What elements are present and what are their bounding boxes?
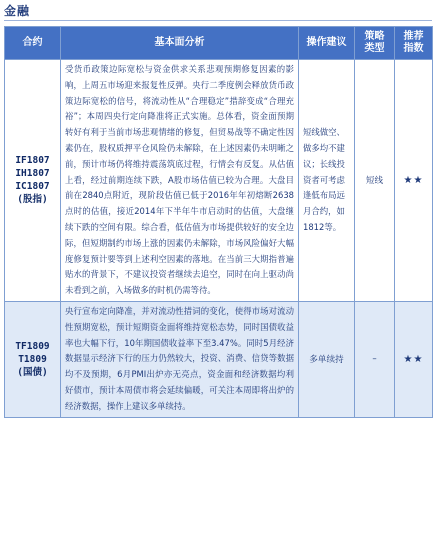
table-row-stock-index [5, 60, 433, 302]
rating-stars: ★★ [395, 301, 433, 417]
header-strategy: 策略 类型 [355, 27, 395, 60]
advice-cell: 多单续持 [299, 301, 355, 417]
header-advice: 操作建议 [299, 27, 355, 60]
section-title: 金融 [4, 4, 31, 18]
rating-stars: ★★ [395, 60, 433, 302]
contract-cell: TF1809 T1809 (国债) [5, 301, 61, 417]
table-row-treasury [5, 301, 433, 417]
futures-table [4, 26, 433, 418]
title-divider [4, 20, 432, 21]
advice-cell: 短线做空、做多均不建议；长线投资者可考虑逢低布局远月合约，如1812等。 [299, 60, 355, 302]
strategy-cell: – [355, 301, 395, 417]
header-rating: 推荐 指数 [395, 27, 433, 60]
contract-cell: IF1807 IH1807 IC1807 (股指) [5, 60, 61, 302]
table-header-row [5, 27, 433, 60]
analysis-cell: 受货币政策边际宽松与资金供求关系悲观预期修复因素的影响，上周五市场迎来报复性反弹。央行二季度例会释放货币政策边际宽松的信号，将流动性从“合理稳定”措辞变成“合理充裕”；本周四央行定向降准将正式实施。总体看，资金面预期转好有利于当前市场悲观情绪的修复，但贸易战等不确定性因素仍在，股权质押平仓风险仍未解除，在上述因素仍未明晰之前，预计市场仍将维持震荡筑底过程，行情会有反复。从估值上看，经过前期连续下跌，A股市场估值已较为合理。大盘目前在2840点附近，现阶段估值已低于2016年年初熔断2638点时的估值，接近2014年下半年牛市启动时的估值，大盘继续下跌的空间有限。综合看，低估值为市场提供较好的安全边际，但短期制约市场上涨的因素仍未解除，市场风险偏好大幅度修复预计要等到上述利空因素的落地。在当前三大期指普遍贴水的背景下，不建议投资者继续去追空，同时在向上驱动尚未看到之前，入场做多的时机仍需等待。 [61, 60, 299, 302]
header-analysis: 基本面分析 [61, 27, 299, 60]
strategy-cell: 短线 [355, 60, 395, 302]
analysis-cell: 央行宣布定向降准，并对流动性措词的变化，使得市场对流动性预期宽松，预计短期资金面将维持宽松态势，同时国债收益率也大幅下行，10年期国债收益率下至3.47%。同时5月经济数据显示经济下行的压力仍然较大，投资、消费、信贷等数据均不及预期，6月PMI出炉亦无亮点，资金面和经济数据均利好债市，预计本周债市将会延续偏暖，可关注本周即将出炉的经济数据，操作上建议多单续持。 [61, 301, 299, 417]
header-contract: 合约 [5, 27, 61, 60]
